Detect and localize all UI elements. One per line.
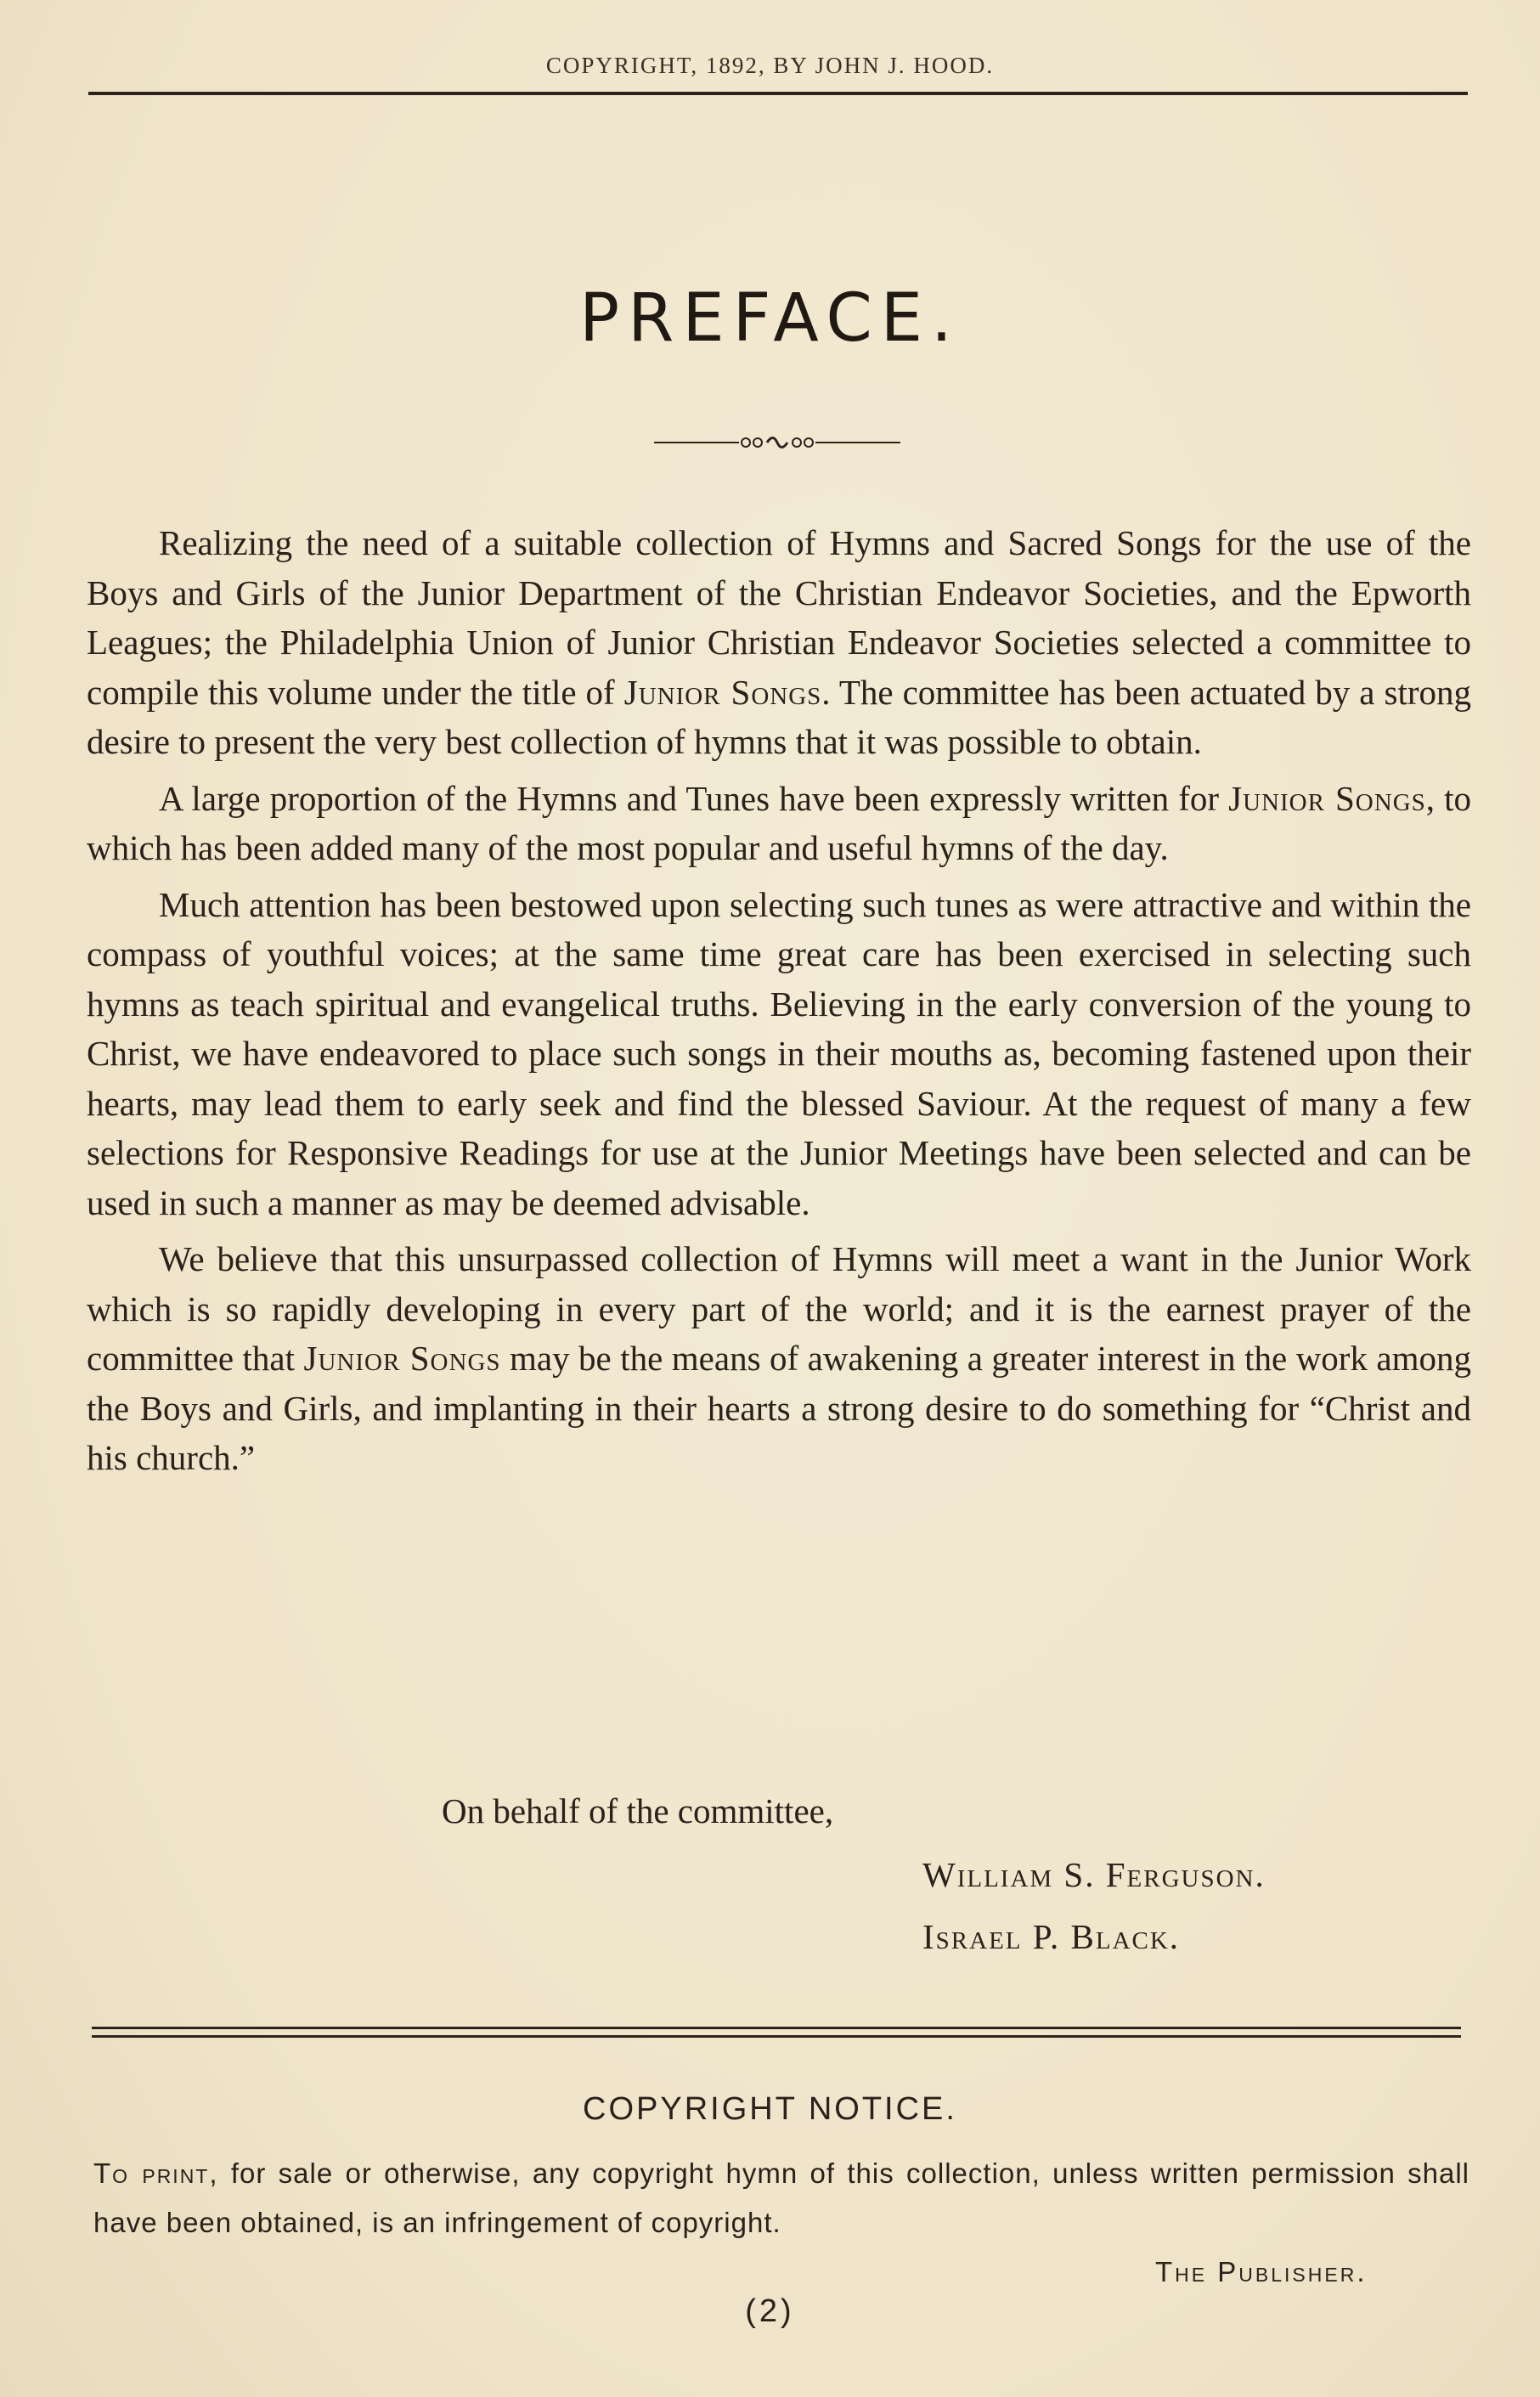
closing-line: On behalf of the committee, xyxy=(442,1791,834,1830)
notice-title: COPYRIGHT NOTICE. xyxy=(583,2091,957,2127)
notice-text: To print, for sale or otherwise, any copyright hymn of this collection, unless written permission shall have been obtained, is an infringement of copyright. xyxy=(93,2157,1470,2238)
ornament-divider xyxy=(654,430,900,455)
signer-black: Israel P. Black. xyxy=(922,1917,1181,1956)
signer-ferguson: William S. Ferguson. xyxy=(922,1855,1266,1894)
page-title: PREFACE. xyxy=(579,280,961,357)
double-rule xyxy=(92,2035,1461,2038)
top-rule xyxy=(88,92,1468,95)
paragraph-4: We believe that this unsurpassed collection of Hymns will meet a want in the Junior Work which is so rapidly developing in every part of the world; and it is the earnest prayer of the committee that Junior Songs may be the means of awakening a greater interest in the work among the Boys and Girls, and implanting in their hearts a strong desire to do something for “Christ and his church.” xyxy=(87,1239,1472,1477)
publisher-signature: The Publisher. xyxy=(1155,2256,1368,2287)
preface-body xyxy=(87,518,1471,1490)
book-title: Junior Songs xyxy=(303,1339,501,1378)
paragraph-2: A large proportion of the Hymns and Tunes have been expressly written for Junior Songs, to which has been added many of the most popular and useful hymns of the day. xyxy=(87,778,1471,867)
header-copyright: COPYRIGHT, 1892, BY JOHN J. HOOD. xyxy=(545,53,995,78)
page-number: (2) xyxy=(745,2293,795,2329)
double-rule xyxy=(92,2027,1461,2029)
paragraph-3: Much attention has been bestowed upon selecting such tunes as were attractive and within the compass of youthful voices; at the same time great care has been exercised in selecting such hymns as teach spiritual and evangelical truths. Believing in the early conversion of the young to Christ, we have endeavored to place such songs in their mouths as, becoming fastened upon their hearts, may lead them to early seek and find the blessed Saviour. At the request of many a few selections for Responsive Readings for use at the Junior Meetings have been selected and can be used in such a manner as may be deemed advisable. xyxy=(87,884,1471,1222)
book-title: Junior Songs xyxy=(1228,778,1426,818)
paragraph-1: Realizing the need of a suitable collection of Hymns and Sacred Songs for the use of the Boys and Girls of the Junior Department of the Christian Endeavor Societies, and the Epworth Leagues; the Philadelphia Union of Junior Christian Endeavor Societies selected a committee to compile this volume under the title of Junior Songs. The committee has been actuated by a strong desire to present the very best collection of hymns that it was possible to obtain. xyxy=(87,523,1472,761)
book-title: Junior Songs xyxy=(623,672,822,712)
